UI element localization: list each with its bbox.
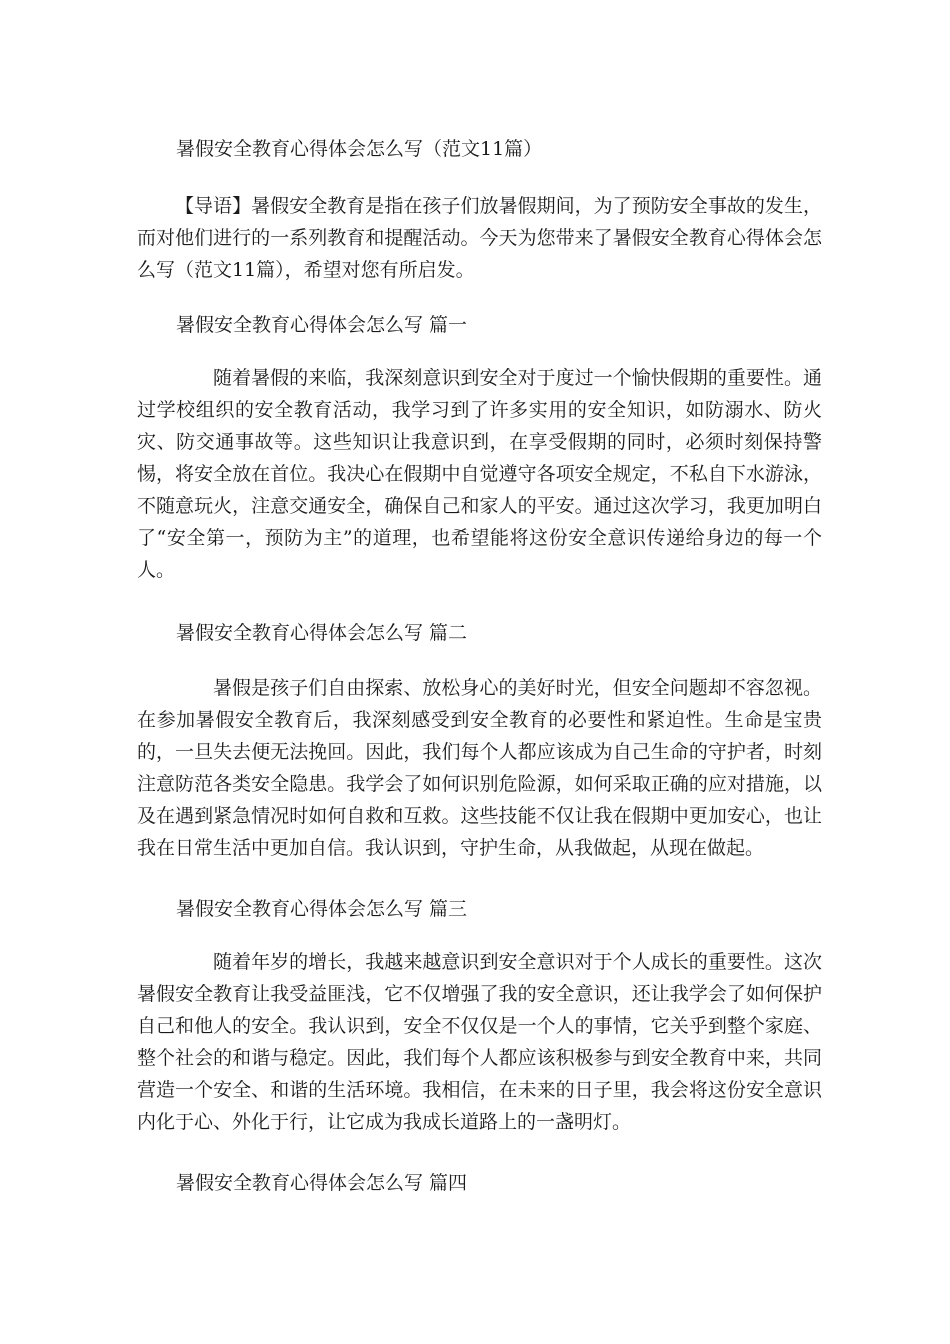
section-body-2: 暑假是孩子们自由探索、放松身心的美好时光，但安全问题却不容忽视。在参加暑假安全教育后，我深刻感受到安全教育的必要性和紧迫性。生命是宝贵的，一旦失去便无法挽回。因此，我们每个人都应该成为自己生命的守护者，时刻注意防范各类安全隐患。我学会了如何识别危险源，如何采取正确的应对措施，以及在遇到紧急情况时如何自救和互救。这些技能不仅让我在假期中更加安心，也让我在日常生活中更加自信。我认识到，守护生命，从我做起，从现在做起。 (137, 677, 822, 859)
section-heading-3: 暑假安全教育心得体会怎么写 篇三 (176, 898, 468, 920)
section-body-1: 随着暑假的来临，我深刻意识到安全对于度过一个愉快假期的重要性。通过学校组织的安全教育活动，我学习到了许多实用的安全知识，如防溺水、防火灾、防交通事故等。这些知识让我意识到，在享受假期的同时，必须时刻保持警惕，将安全放在首位。我决心在假期中自觉遵守各项安全规定，不私自下水游泳，不随意玩火，注意交通安全，确保自己和家人的平安。通过这次学习，我更加明白了“安全第一，预防为主”的道理，也希望能将这份安全意识传递给身边的每一个人。 (137, 367, 822, 581)
intro-paragraph: 【导语】暑假安全教育是指在孩子们放暑假期间，为了预防安全事故的发生，而对他们进行的一系列教育和提醒活动。今天为您带来了暑假安全教育心得体会怎么写（范文11篇），希望对您有所启发。 (137, 195, 822, 281)
section-heading-1: 暑假安全教育心得体会怎么写 篇一 (176, 314, 468, 336)
section-body-3: 随着年岁的增长，我越来越意识到安全意识对于个人成长的重要性。这次暑假安全教育让我受益匪浅，它不仅增强了我的安全意识，还让我学会了如何保护自己和他人的安全。我认识到，安全不仅仅是一个人的事情，它关乎到整个家庭、整个社会的和谐与稳定。因此，我们每个人都应该积极参与到安全教育中来，共同营造一个安全、和谐的生活环境。我相信，在未来的日子里，我会将这份安全意识内化于心、外化于行，让它成为我成长道路上的一盏明灯。 (137, 951, 822, 1133)
section-heading-2: 暑假安全教育心得体会怎么写 篇二 (176, 622, 468, 644)
section-heading-4: 暑假安全教育心得体会怎么写 篇四 (176, 1172, 468, 1194)
document-title: 暑假安全教育心得体会怎么写（范文11篇） (176, 138, 543, 160)
